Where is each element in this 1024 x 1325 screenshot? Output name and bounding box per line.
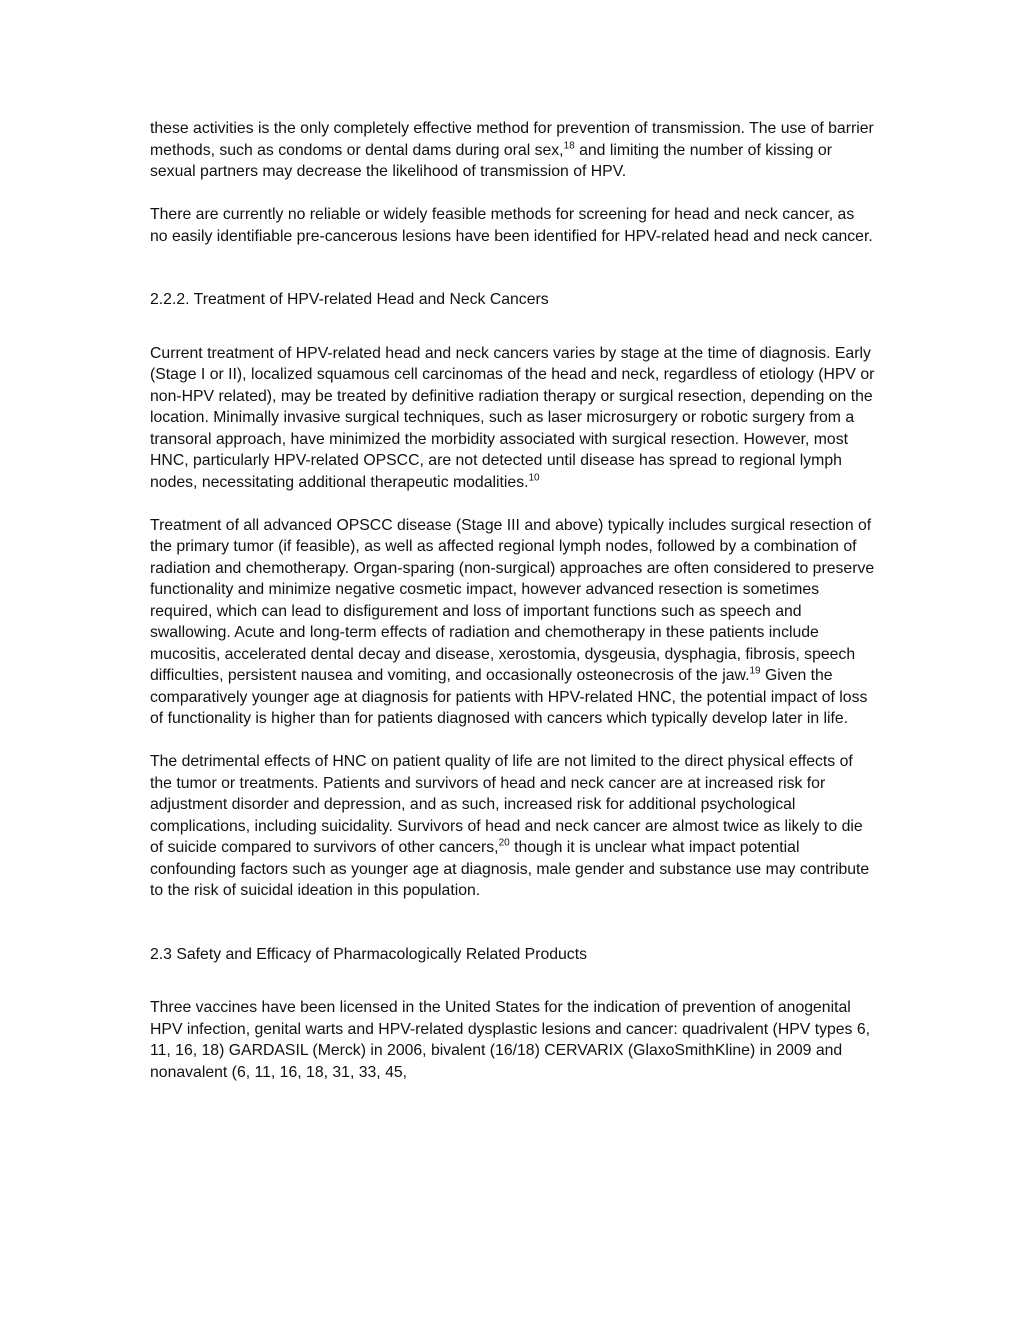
paragraph-advanced-treatment: [150, 515, 876, 730]
paragraph-text: Three vaccines have been licensed in the United States for the indication of prevention of anogenital HPV infection, genital warts and HPV-related dysplastic lesions and cancer: quadrivalent (HPV types 6, 11, 16, 18) GARDASIL (Merck) in 2006, bivalent (16/18) CERVARIX (GlaxoSmithKline) in 2009 and nonavalent (6, 11, 16, 18, 31, 33, 45,: [150, 999, 871, 1081]
paragraph-transmission-prevention: [150, 118, 876, 183]
footnote-ref-18: 18: [563, 140, 575, 152]
footnote-ref-20: 20: [498, 837, 510, 849]
footnote-ref-10: 10: [528, 472, 540, 484]
paragraph-text: Current treatment of HPV-related head and neck cancers varies by stage at the time of diagnosis. Early (Stage I or II), localized squamous cell carcinomas of the head and neck, regardless of etiology (HPV or non-HPV related), may be treated by definitive radiation therapy or surgical resection, depending on the location. Minimally invasive surgical techniques, such as laser microsurgery or robotic surgery from a transoral approach, have minimized the morbidity associated with surgical resection. However, most HNC, particularly HPV-related OPSCC, are not detected until disease has spread to regional lymph nodes, necessitating additional therapeutic modalities.: [150, 344, 875, 491]
paragraph-text: Given the comparatively younger age at diagnosis for patients with HPV-related HNC, the potential impact of loss of functionality is higher than for patients diagnosed with cancers which typically develop later in life.: [150, 667, 868, 727]
section-heading-2-3: 2.3 Safety and Efficacy of Pharmacologically Related Products: [150, 945, 587, 963]
footnote-ref-19: 19: [749, 665, 761, 677]
paragraph-screening: [150, 204, 876, 247]
paragraph-text: Treatment of all advanced OPSCC disease (Stage III and above) typically includes surgical resection of the primary tumor (if feasible), as well as affected regional lymph nodes, followed by a combination of radiation and chemotherapy. Organ-sparing (non-surgical) approaches are often considered to preserve functionality and minimize negative cosmetic impact, however advanced resection is sometimes required, which can lead to disfigurement and loss of important functions such as speech and swallowing. Acute and long-term effects of radiation and chemotherapy in these patients include mucositis, accelerated dental decay and disease, xerostomia, dysgeusia, dysphagia, fibrosis, speech difficulties, persistent nausea and vomiting, and occasionally osteonecrosis of the jaw.: [150, 516, 875, 684]
section-heading-2-2-2: 2.2.2. Treatment of HPV-related Head and Neck Cancers: [150, 291, 549, 308]
paragraph-current-treatment: [150, 343, 876, 494]
paragraph-text: There are currently no reliable or widely feasible methods for screening for head and neck cancer, as no easily identifiable pre-cancerous lesions have been identified for HPV-related head and neck cancer.: [150, 206, 873, 245]
paragraph-vaccines: [150, 997, 876, 1083]
paragraph-text: though it is unclear what impact potential confounding factors such as younger age at diagnosis, male gender and substance use may contribute to the risk of suicidal ideation in this population.: [150, 839, 870, 899]
paragraph-text: these activities is the only completely effective method for prevention of transmission. The use of barrier methods, such as condoms or dental dams during oral sex,: [150, 120, 874, 159]
paragraph-text: and limiting the number of kissing or sexual partners may decrease the likelihood of transmission of HPV.: [150, 141, 832, 180]
paragraph-text: The detrimental effects of HNC on patient quality of life are not limited to the direct physical effects of the tumor or treatments. Patients and survivors of head and neck cancer are at increased risk for adjustment disorder and depression, and as such, increased risk for additional psychological complications, including suicidality. Survivors of head and neck cancer are almost twice as likely to die of suicide compared to survivors of other cancers,: [150, 753, 863, 856]
paragraph-detrimental-effects: [150, 751, 876, 902]
